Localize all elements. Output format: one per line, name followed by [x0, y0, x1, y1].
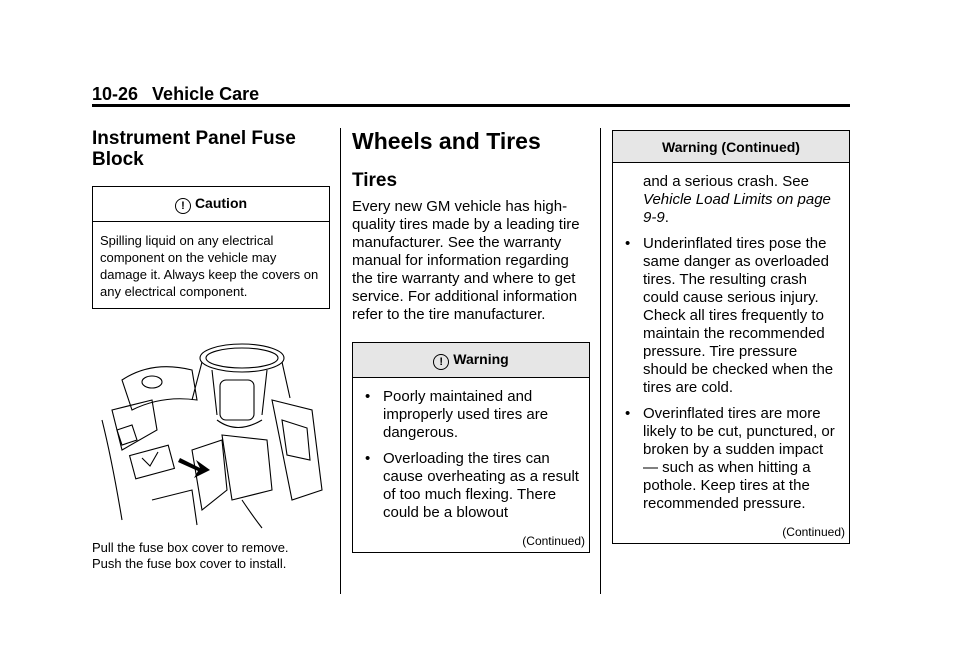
tires-paragraph: Every new GM vehicle has high-quality tires made by a leading tire manufacturer. See the warranty manual for information regarding the tire warranty and where to get service. For additional information refer to the tire manufacturer. [352, 198, 580, 323]
wheels-tires-heading: Wheels and Tires [352, 128, 541, 154]
section-title: Vehicle Care [152, 84, 260, 104]
warning-bullet: • Poorly maintained and improperly used tires are dangerous. [365, 388, 549, 441]
continued-label: (Continued) [782, 525, 845, 539]
warning-header [353, 343, 589, 378]
caution-header [93, 187, 329, 222]
fuse-block-heading: Instrument Panel Fuse Block [92, 128, 296, 170]
warning-bullet: • Underinflated tires pose the same danger as overloaded tires. The resulting crash could cause serious injury. Check all tires frequently to maintain the recommended pressure. Tire pressure should be checked when the tires are cold. [625, 235, 834, 396]
warning-title: Warning [453, 351, 509, 367]
page-number: 10-26 [92, 84, 139, 104]
caption-line-1: Pull the fuse box cover to remove. [92, 540, 289, 555]
warning-icon: ! [433, 354, 449, 370]
warning-continued-bullets [613, 163, 849, 525]
tires-subheading: Tires [352, 170, 398, 191]
column-3 [612, 130, 850, 544]
page-header [92, 84, 259, 105]
header-rule [92, 104, 850, 107]
warning-box [352, 342, 590, 553]
warning-icon: ! [175, 198, 191, 214]
warning-bullet: • Overloading the tires can cause overheating as a result of too much flexing. There could be a blowout [365, 450, 579, 521]
continued-text: and a serious crash. See Vehicle Load Limits on page 9-9. [643, 173, 831, 226]
warning-bullets [353, 378, 589, 534]
caution-box [92, 186, 330, 309]
continued-label: (Continued) [522, 534, 585, 548]
caution-title: Caution [194, 195, 248, 211]
vehicle-load-limits-link[interactable]: Vehicle Load Limits on page 9-9 [643, 191, 831, 226]
column-2 [352, 128, 590, 553]
warning-continued-header: Warning (Continued) [613, 131, 849, 163]
warning-bullet: • Overinflated tires are more likely to be cut, punctured, or broken by a sudden impact — such as when hitting a pothole. Keep tires at the recommended pressure. [625, 405, 835, 512]
illustration-caption [92, 540, 332, 572]
fuse-box-illustration [92, 340, 330, 530]
column-divider-1 [340, 128, 341, 594]
column-1 [92, 128, 330, 309]
caption-line-2: Push the fuse box cover to install. [92, 556, 287, 571]
column-divider-2 [600, 128, 601, 594]
warning-continued-box [612, 130, 850, 544]
caution-text: Spilling liquid on any electrical component on the vehicle may damage it. Always keep the covers on any electrical component. [100, 233, 319, 299]
